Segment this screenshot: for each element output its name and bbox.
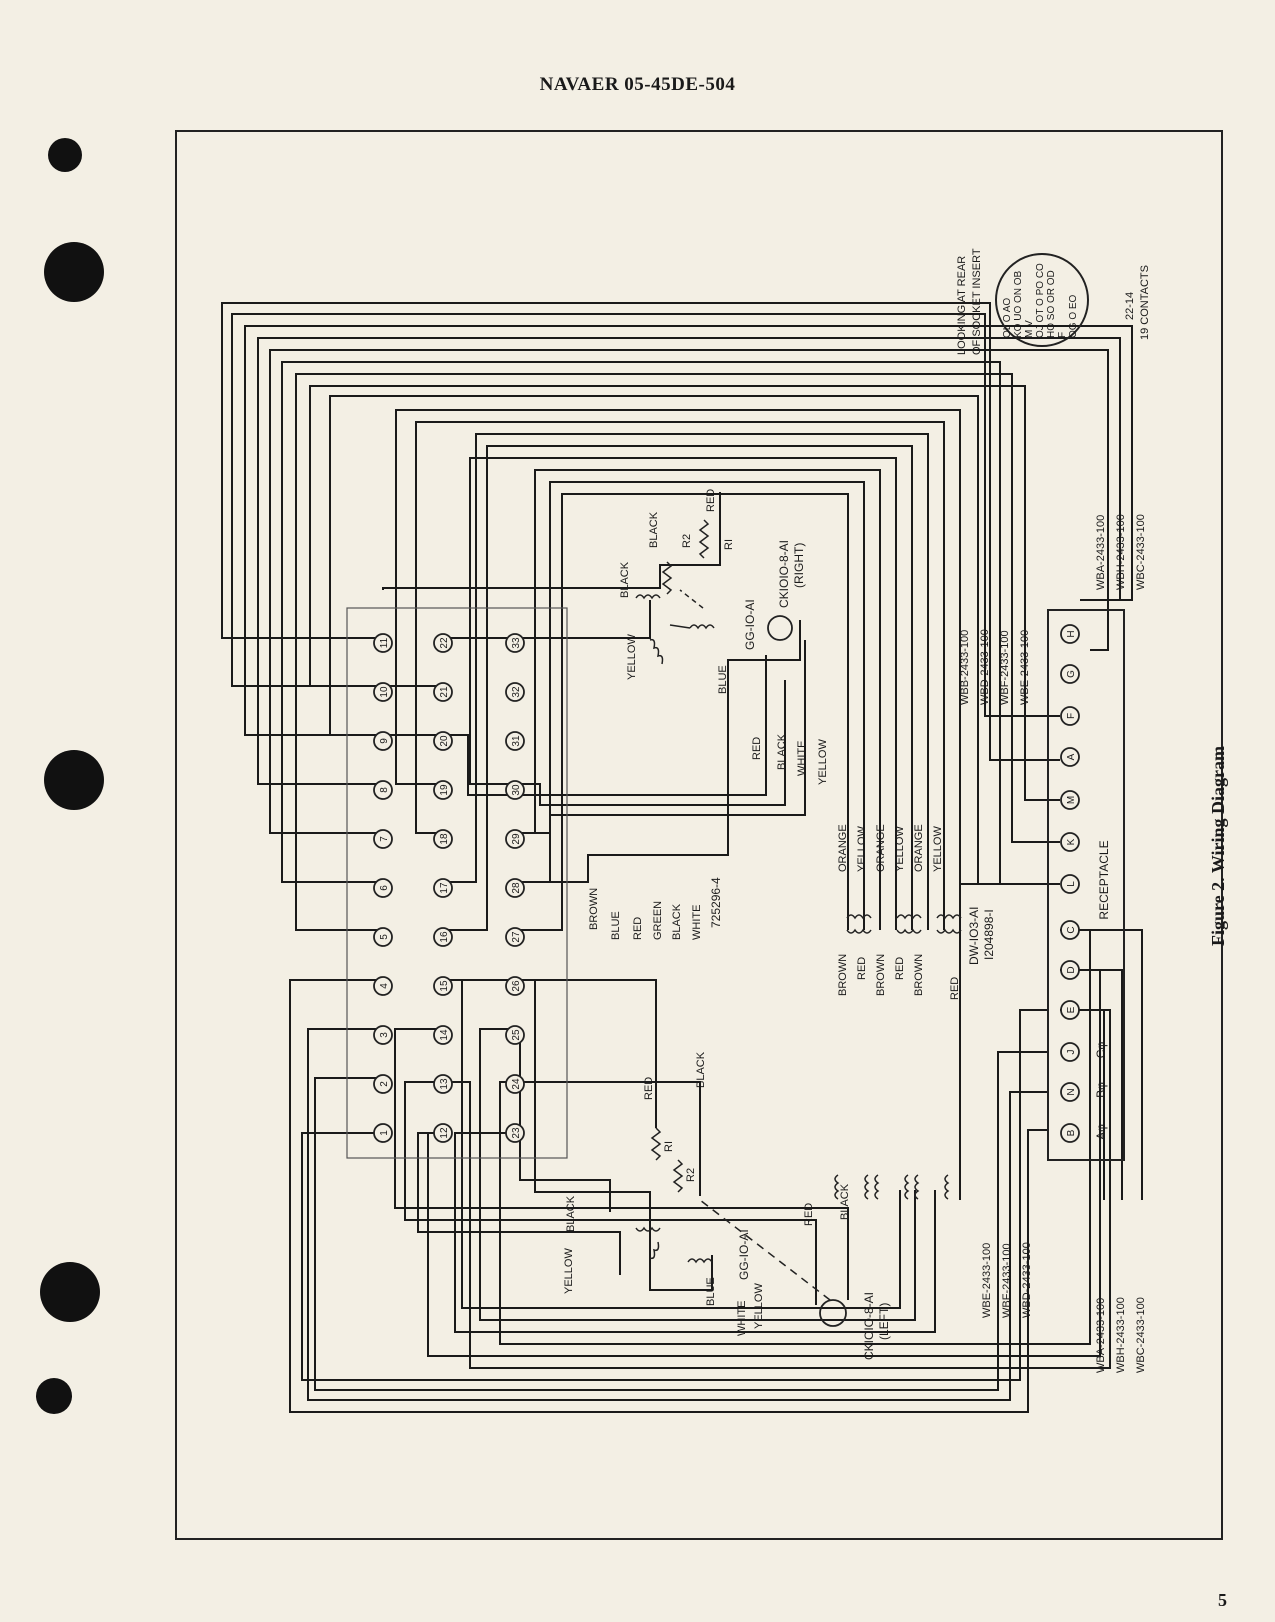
wire-label: YELLOW: [932, 826, 944, 872]
cable-label: WBF-2433-100: [999, 630, 1011, 705]
wire-run: [310, 386, 1060, 800]
wire-run: [515, 470, 880, 930]
terminal-label: 32: [511, 686, 522, 698]
cable-label: WBH-2433-100: [1115, 514, 1127, 590]
transformer-part: I204898-I: [982, 909, 996, 960]
wire-label: BROWN: [913, 953, 925, 996]
receptacle-pin-label: N: [1066, 1088, 1077, 1096]
insert-row: F: [1057, 331, 1068, 338]
cable-label: WBH-2433-100: [1115, 1297, 1127, 1373]
terminal-label: 1: [379, 1130, 390, 1136]
terminal-label: 12: [439, 1127, 450, 1139]
wire-label: RED: [856, 956, 868, 980]
wire-label: BROWN: [837, 953, 849, 996]
wire-label: ORANGE: [913, 824, 925, 872]
receptacle-pin-label: M: [1066, 795, 1077, 805]
wire-label: BLUE: [610, 911, 622, 940]
terminal-label: 27: [511, 931, 522, 943]
coil-winding: [915, 1175, 918, 1199]
terminal-label: 5: [379, 934, 390, 940]
insert-row: OL O AO: [1002, 297, 1013, 338]
receptacle-pin-label: K: [1066, 838, 1077, 846]
page-number: 5: [1218, 1590, 1227, 1610]
insert-row: OJ OT O PO CO: [1035, 263, 1046, 338]
left-motor-symbol: [820, 1300, 846, 1326]
wire-run: [462, 980, 900, 1308]
wire-label: YELLOW: [856, 826, 868, 872]
cable-label: WBE-2433-100: [981, 1242, 993, 1318]
wire-label: BLACK: [565, 1195, 577, 1232]
phase-label-a: Aφ: [1094, 1124, 1108, 1140]
terminal-label: 18: [439, 833, 450, 845]
cable-label: WBC-2433-100: [1135, 514, 1147, 590]
coil-winding: [875, 1175, 878, 1199]
terminal-label: 8: [379, 787, 390, 793]
wire-label: WHITE: [691, 904, 703, 940]
wire-run: [443, 600, 650, 638]
receptacle-pins: [1061, 625, 1079, 1142]
phase-label-c: Cφ: [1094, 1041, 1108, 1059]
wire-label: YELLOW: [563, 1248, 575, 1294]
terminal-label: 2: [379, 1081, 390, 1087]
receptacle-label: RECEPTACLE: [1097, 840, 1111, 920]
wire-run: [222, 303, 1060, 760]
cable-label: WBD-2433-100: [1021, 1242, 1033, 1318]
terminal-label: 3: [379, 1032, 390, 1038]
wire-label: ORANGE: [875, 824, 887, 872]
terminal-label: 4: [379, 983, 390, 989]
document-number: NAVAER 05-45DE-504: [539, 74, 736, 95]
wire-label: RED: [632, 916, 644, 940]
wire-label: RED: [643, 1076, 655, 1100]
cable-label: WBF-2433-100: [1001, 1243, 1013, 1318]
wire-run: [443, 980, 656, 1128]
terminal-label: 19: [439, 784, 450, 796]
receptacle-pin-label: C: [1066, 926, 1077, 934]
wire-label: YELLOW: [817, 739, 829, 785]
wire-label: RED: [803, 1202, 815, 1226]
coil-winding: [905, 1175, 908, 1199]
receptacle-pin-label: D: [1066, 966, 1077, 974]
right-motor-side: (RIGHT): [792, 542, 806, 588]
wire-label: BLACK: [695, 1051, 707, 1088]
connector-spec2: 19 CONTACTS: [1139, 265, 1151, 340]
connector-note-line1: LOOKING AT REAR: [956, 255, 968, 355]
wire-label: BROWN: [875, 953, 887, 996]
wire-run: [515, 680, 785, 805]
terminal-label: 20: [439, 735, 450, 747]
terminal-label: 13: [439, 1078, 450, 1090]
terminal-label: 29: [511, 833, 522, 845]
terminal-label: 9: [379, 738, 390, 744]
left-motor-name: CKIOIO-8-AI: [862, 1291, 876, 1360]
right-gen-label: GG-IO-AI: [743, 599, 757, 650]
terminal-label: 16: [439, 931, 450, 943]
wire-label: BLACK: [648, 511, 660, 548]
terminal-label: 11: [379, 637, 390, 649]
wire-label: YELLOW: [753, 1283, 765, 1329]
left-generator-windings: [636, 1228, 712, 1262]
cable-label: WBE-2433-100: [1019, 629, 1031, 705]
coil-winding: [847, 915, 871, 918]
transformer-name: DW-IO3-AI: [967, 906, 981, 965]
wire-run: [515, 980, 712, 1290]
receptacle-pin-label: B: [1066, 1129, 1077, 1137]
right-r1-label: RI: [723, 539, 735, 550]
coil-winding: [897, 930, 921, 933]
wire-run: [515, 1029, 610, 1212]
wire-label: RED: [949, 976, 961, 1000]
terminal-label: 22: [439, 637, 450, 649]
cable-label: WBD-2433-100: [979, 629, 991, 705]
left-gen-label: GG-IO-AI: [737, 1229, 751, 1280]
wire-run: [1060, 1010, 1104, 1200]
wire-label: BLACK: [776, 733, 788, 770]
wire-label: ORANGE: [837, 824, 849, 872]
terminal-label: 31: [511, 735, 522, 747]
cable-label: WBA-2433-100: [1095, 514, 1107, 590]
insert-row: HO SO OR OD: [1046, 270, 1057, 338]
cable-label: WBB-2433-100: [959, 629, 971, 705]
wire-label: BLUE: [705, 1277, 717, 1306]
coil-winding: [897, 915, 921, 918]
figure-caption: Figure 2. Wiring Diagram: [1208, 746, 1228, 946]
right-motor-symbol: [768, 616, 792, 640]
socket-insert-rows: [1002, 263, 1079, 338]
wire-run: [383, 492, 720, 590]
wire-label: BLACK: [671, 903, 683, 940]
insert-row: M V: [1024, 320, 1035, 338]
wire-label: BLUE: [717, 665, 729, 694]
right-generator-windings: [636, 595, 714, 664]
wire-label: BROWN: [588, 887, 600, 930]
terminal-label: 10: [379, 686, 390, 698]
insert-row: OG O EO: [1068, 294, 1079, 338]
terminal-label: 15: [439, 980, 450, 992]
wire-label: BLACK: [839, 1183, 851, 1220]
wire-label: YELLOW: [894, 826, 906, 872]
wire-run: [515, 1082, 700, 1196]
coil-winding: [835, 1175, 838, 1199]
receptacle-pin-label: E: [1066, 1006, 1077, 1014]
phase-label-b: Bφ: [1094, 1082, 1108, 1098]
terminal-label: 23: [511, 1127, 522, 1139]
terminal-label: 24: [511, 1078, 522, 1090]
terminal-label: 14: [439, 1029, 450, 1041]
right-r2-label: R2: [681, 533, 693, 548]
receptacle-pin-label: J: [1066, 1049, 1077, 1055]
wire-label: GREEN: [652, 900, 664, 940]
coil-winding: [847, 930, 871, 933]
wire-label: YELLOW: [626, 634, 638, 680]
coil-winding: [937, 930, 961, 933]
terminal-label: 7: [379, 836, 390, 842]
wire-label: RED: [751, 736, 763, 760]
resistor-block-label: 725296-4: [709, 877, 723, 928]
terminal-label: 21: [439, 686, 450, 698]
terminal-label: 6: [379, 885, 390, 891]
cable-label: WBC-2433-100: [1135, 1297, 1147, 1373]
left-r1-label: RI: [663, 1141, 675, 1152]
terminal-label: 26: [511, 980, 522, 992]
terminal-label: 30: [511, 784, 522, 796]
cable-label: WBA-2433-100: [1095, 1297, 1107, 1373]
right-motor-name: CKIOIO-8-AI: [777, 539, 791, 608]
connector-note-line2: OF SOCKET INSERT: [971, 248, 983, 355]
coil-winding: [865, 1175, 868, 1199]
wire-label: RED: [705, 488, 717, 512]
terminal-label: 33: [511, 637, 522, 649]
terminal-label: 17: [439, 882, 450, 894]
coil-winding: [945, 1175, 948, 1199]
left-r2-label: R2: [685, 1167, 697, 1182]
wire-run: [302, 1010, 1048, 1380]
wire-label: WHITE: [736, 1300, 748, 1336]
left-motor-side: (LEFT): [877, 1302, 891, 1340]
wire-run: [470, 458, 896, 930]
wire-label: RED: [894, 956, 906, 980]
coil-winding: [937, 915, 961, 918]
receptacle-pin-label: F: [1066, 712, 1077, 720]
connector-spec1: 22-14: [1124, 291, 1136, 320]
receptacle-pin-label: A: [1066, 753, 1077, 761]
receptacle-pin-label: G: [1066, 670, 1077, 678]
insert-row: KO UO ON OB: [1013, 270, 1024, 338]
terminal-label: 25: [511, 1029, 522, 1041]
wire-label: WHITE: [796, 740, 808, 776]
terminal-label: 28: [511, 882, 522, 894]
receptacle-pin-label: H: [1066, 630, 1077, 638]
receptacle-pin-label: L: [1066, 881, 1077, 887]
wire-label: BLACK: [619, 561, 631, 598]
